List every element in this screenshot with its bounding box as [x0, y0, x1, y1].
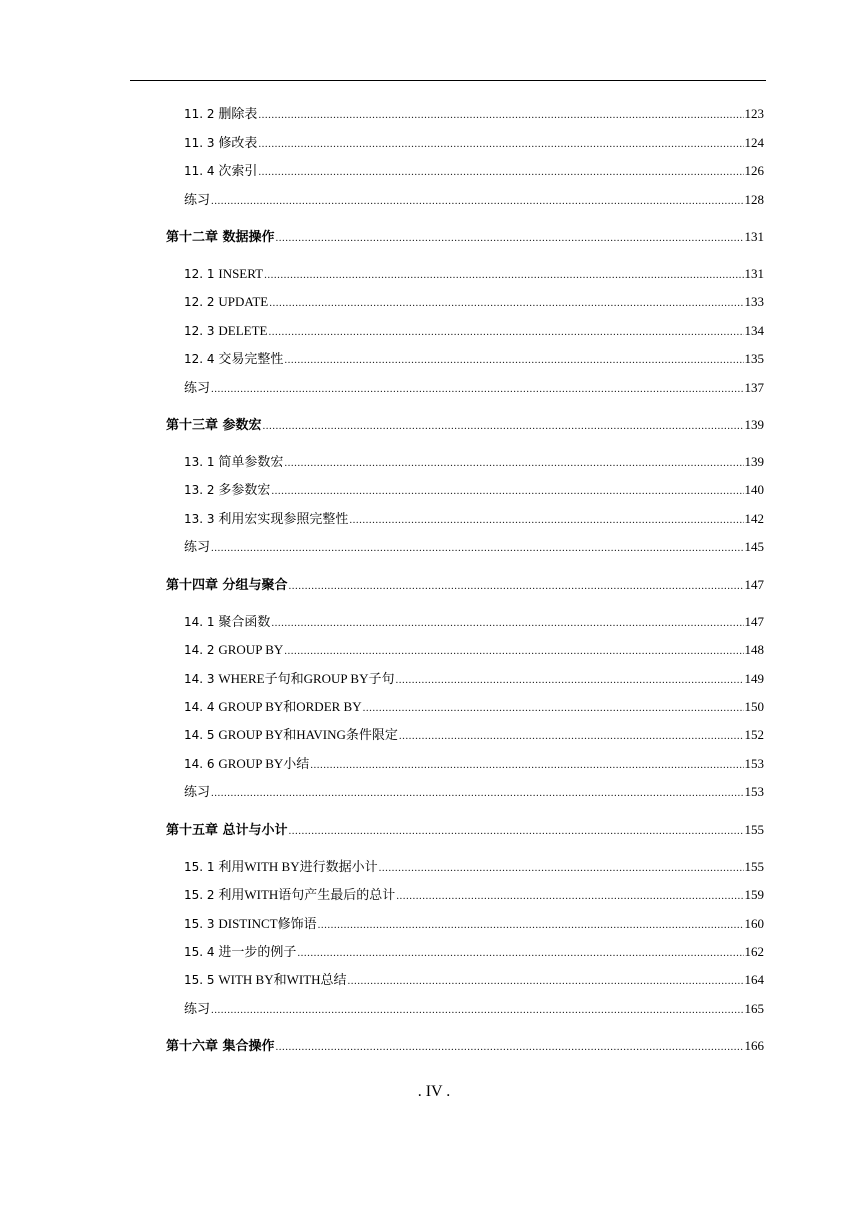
- toc-entry-label: [184, 885, 395, 905]
- section-title: 练习: [184, 539, 211, 554]
- section-title: 第十三章 参数宏: [166, 418, 262, 433]
- dot-leader: [263, 416, 744, 436]
- toc-section-entry[interactable]: [184, 480, 764, 500]
- toc-section-entry[interactable]: [184, 161, 764, 181]
- toc-page-number: 145: [744, 539, 764, 554]
- page-number: . IV .: [417, 1083, 451, 1100]
- toc-entry-label: [184, 537, 210, 557]
- toc-section-entry[interactable]: [184, 292, 764, 312]
- dot-leader: [379, 858, 744, 878]
- section-title: GROUP BY: [218, 642, 284, 657]
- dot-leader: [363, 698, 744, 718]
- dot-leader: [269, 293, 743, 313]
- section-title: 利用WITH BY进行数据小计: [218, 859, 378, 874]
- toc-section-entry[interactable]: [184, 378, 764, 398]
- toc-page-number: 162: [744, 944, 764, 959]
- toc-entry-label: [166, 576, 288, 596]
- toc-entry-label: [184, 161, 257, 181]
- toc-page-number: 155: [744, 822, 764, 837]
- toc-page-number: 139: [744, 417, 764, 432]
- section-title: 练习: [184, 784, 211, 799]
- section-title: 第十二章 数据操作: [166, 230, 275, 245]
- toc-section-entry[interactable]: [184, 754, 764, 774]
- section-title: INSERT: [218, 266, 264, 281]
- toc-entry-label: [184, 321, 267, 341]
- toc-section-entry[interactable]: [184, 190, 764, 210]
- toc-entry-label: [184, 669, 394, 689]
- toc-page-number: 140: [744, 482, 764, 497]
- dot-leader: [284, 641, 743, 661]
- toc-page-number: 166: [744, 1038, 764, 1053]
- toc-entry-label: [184, 914, 317, 934]
- toc-section-entry[interactable]: [184, 264, 764, 284]
- toc-section-entry[interactable]: [184, 725, 764, 745]
- section-title: WHERE子句和GROUP BY子句: [218, 671, 395, 686]
- toc-entry-label: [184, 697, 362, 717]
- section-number: 13. 2: [184, 483, 219, 497]
- toc-entry-label: [184, 857, 378, 877]
- dot-leader: [395, 670, 743, 690]
- section-title: 次索引: [218, 163, 258, 178]
- section-number: 11. 2: [184, 107, 219, 121]
- section-title: DISTINCT修饰语: [218, 916, 317, 931]
- section-title: UPDATE: [218, 294, 269, 309]
- toc-page-number: 135: [744, 351, 764, 366]
- toc-entry-label: [184, 378, 210, 398]
- toc-chapter-entry[interactable]: [166, 1036, 764, 1056]
- section-title: 第十五章 总计与小计: [166, 823, 288, 838]
- section-number: 14. 4: [184, 700, 219, 714]
- section-number: 14. 5: [184, 728, 219, 742]
- toc-section-entry[interactable]: [184, 697, 764, 717]
- toc-entry-label: [184, 349, 283, 369]
- toc-entry-label: [184, 970, 347, 990]
- toc-page-number: 153: [744, 784, 764, 799]
- toc-page-number: 147: [744, 577, 764, 592]
- section-title: 交易完整性: [218, 351, 284, 366]
- toc-page-number: 164: [744, 972, 764, 987]
- section-title: GROUP BY小结: [218, 756, 310, 771]
- toc-page-number: 149: [744, 671, 764, 686]
- dot-leader: [399, 726, 744, 746]
- toc-entry-label: [184, 133, 257, 153]
- section-number: 13. 3: [184, 512, 219, 526]
- toc-entry-label: [184, 725, 398, 745]
- dot-leader: [271, 613, 743, 633]
- toc-section-entry[interactable]: [184, 857, 764, 877]
- dot-leader: [284, 453, 743, 473]
- dot-leader: [211, 191, 743, 211]
- toc-page-number: 159: [744, 887, 764, 902]
- dot-leader: [211, 538, 743, 558]
- dot-leader: [211, 379, 743, 399]
- dot-leader: [348, 971, 744, 991]
- section-title: 第十四章 分组与聚合: [166, 578, 288, 593]
- section-number: 14. 2: [184, 643, 219, 657]
- dot-leader: [396, 886, 743, 906]
- toc-entry-label: [166, 821, 288, 841]
- section-number: 14. 6: [184, 757, 219, 771]
- toc-chapter-entry[interactable]: [166, 820, 764, 840]
- toc-entry-label: [166, 416, 262, 436]
- section-number: 13. 1: [184, 455, 219, 469]
- toc-entry-label: [184, 104, 257, 124]
- toc-section-entry[interactable]: [184, 942, 764, 962]
- dot-leader: [276, 228, 744, 248]
- toc-entry-label: [184, 999, 210, 1019]
- toc-section-entry[interactable]: [184, 914, 764, 934]
- dot-leader: [258, 105, 743, 125]
- section-number: 14. 3: [184, 672, 219, 686]
- toc-page-number: 153: [744, 756, 764, 771]
- toc-entry-label: [184, 452, 283, 472]
- toc-chapter-entry[interactable]: [166, 227, 764, 247]
- toc-section-entry[interactable]: [184, 612, 764, 632]
- toc-page-number: 123: [744, 106, 764, 121]
- dot-leader: [268, 322, 743, 342]
- toc-section-entry[interactable]: [184, 104, 764, 124]
- dot-leader: [271, 481, 743, 501]
- toc-page-number: 133: [744, 294, 764, 309]
- toc-section-entry[interactable]: [184, 537, 764, 557]
- section-title: 聚合函数: [218, 614, 271, 629]
- toc-page-number: 139: [744, 454, 764, 469]
- section-title: 练习: [184, 1001, 211, 1016]
- toc-entry-label: [166, 1037, 275, 1057]
- dot-leader: [297, 943, 743, 963]
- dot-leader: [289, 576, 744, 596]
- toc-page-number: 150: [744, 699, 764, 714]
- section-title: 练习: [184, 380, 211, 395]
- toc-chapter-entry[interactable]: [166, 575, 764, 595]
- dot-leader: [318, 915, 744, 935]
- section-title: 修改表: [218, 135, 258, 150]
- toc-entry-label: [166, 228, 275, 248]
- section-number: 15. 2: [184, 888, 219, 902]
- section-title: GROUP BY和ORDER BY: [218, 699, 362, 714]
- toc-page-number: 160: [744, 916, 764, 931]
- section-title: DELETE: [218, 323, 268, 338]
- section-number: 12. 3: [184, 324, 219, 338]
- section-number: 12. 4: [184, 352, 219, 366]
- toc-section-entry[interactable]: [184, 669, 764, 689]
- dot-leader: [211, 1000, 743, 1020]
- toc-entry-label: [184, 264, 263, 284]
- toc-entry-label: [184, 292, 268, 312]
- section-title: 简单参数宏: [218, 454, 284, 469]
- dot-leader: [258, 134, 743, 154]
- section-title: 第十六章 集合操作: [166, 1039, 275, 1054]
- toc-section-entry[interactable]: [184, 885, 764, 905]
- toc-section-entry[interactable]: [184, 640, 764, 660]
- section-title: GROUP BY和HAVING条件限定: [218, 727, 398, 742]
- dot-leader: [258, 162, 743, 182]
- toc-page-number: 148: [744, 642, 764, 657]
- section-number: 15. 3: [184, 917, 219, 931]
- section-title: 删除表: [218, 106, 258, 121]
- toc-section-entry[interactable]: [184, 509, 764, 529]
- toc-page-number: 134: [744, 323, 764, 338]
- toc-entry-label: [184, 640, 283, 660]
- toc-page-number: 147: [744, 614, 764, 629]
- toc-section-entry[interactable]: [184, 782, 764, 802]
- section-number: 15. 1: [184, 860, 219, 874]
- section-number: 12. 2: [184, 295, 219, 309]
- section-number: 11. 4: [184, 164, 219, 178]
- toc-entry-label: [184, 942, 296, 962]
- toc-page-number: 131: [744, 229, 764, 244]
- toc-page-number: 152: [744, 727, 764, 742]
- section-number: 14. 1: [184, 615, 219, 629]
- section-number: 11. 3: [184, 136, 219, 150]
- section-title: 练习: [184, 192, 211, 207]
- section-number: 15. 5: [184, 973, 219, 987]
- dot-leader: [310, 755, 743, 775]
- toc-section-entry[interactable]: [184, 133, 764, 153]
- toc-entry-label: [184, 509, 348, 529]
- section-title: 利用宏实现参照完整性: [218, 511, 349, 526]
- toc-page-number: 126: [744, 163, 764, 178]
- section-title: WITH BY和WITH总结: [218, 972, 347, 987]
- dot-leader: [276, 1037, 744, 1057]
- toc-section-entry[interactable]: [184, 349, 764, 369]
- toc-page-number: 131: [744, 266, 764, 281]
- toc-entry-label: [184, 190, 210, 210]
- section-number: 12. 1: [184, 267, 219, 281]
- toc-entry-label: [184, 754, 309, 774]
- toc-section-entry[interactable]: [184, 970, 764, 990]
- toc-section-entry[interactable]: [184, 452, 764, 472]
- toc-entry-label: [184, 782, 210, 802]
- toc-page-number: 124: [744, 135, 764, 150]
- toc-page-number: 142: [744, 511, 764, 526]
- dot-leader: [211, 783, 743, 803]
- dot-leader: [284, 350, 743, 370]
- toc-page-number: 165: [744, 1001, 764, 1016]
- toc-section-entry[interactable]: [184, 321, 764, 341]
- dot-leader: [289, 821, 744, 841]
- section-title: 多参数宏: [218, 482, 271, 497]
- toc-entry-label: [184, 480, 270, 500]
- toc-section-entry[interactable]: [184, 999, 764, 1019]
- toc-entry-label: [184, 612, 270, 632]
- toc-chapter-entry[interactable]: [166, 415, 764, 435]
- section-number: 15. 4: [184, 945, 219, 959]
- toc-page-number: 155: [744, 859, 764, 874]
- dot-leader: [264, 265, 743, 285]
- toc-page-number: 137: [744, 380, 764, 395]
- dot-leader: [349, 510, 743, 530]
- section-title: 利用WITH语句产生最后的总计: [218, 887, 396, 902]
- toc-page-number: 128: [744, 192, 764, 207]
- section-title: 进一步的例子: [218, 944, 297, 959]
